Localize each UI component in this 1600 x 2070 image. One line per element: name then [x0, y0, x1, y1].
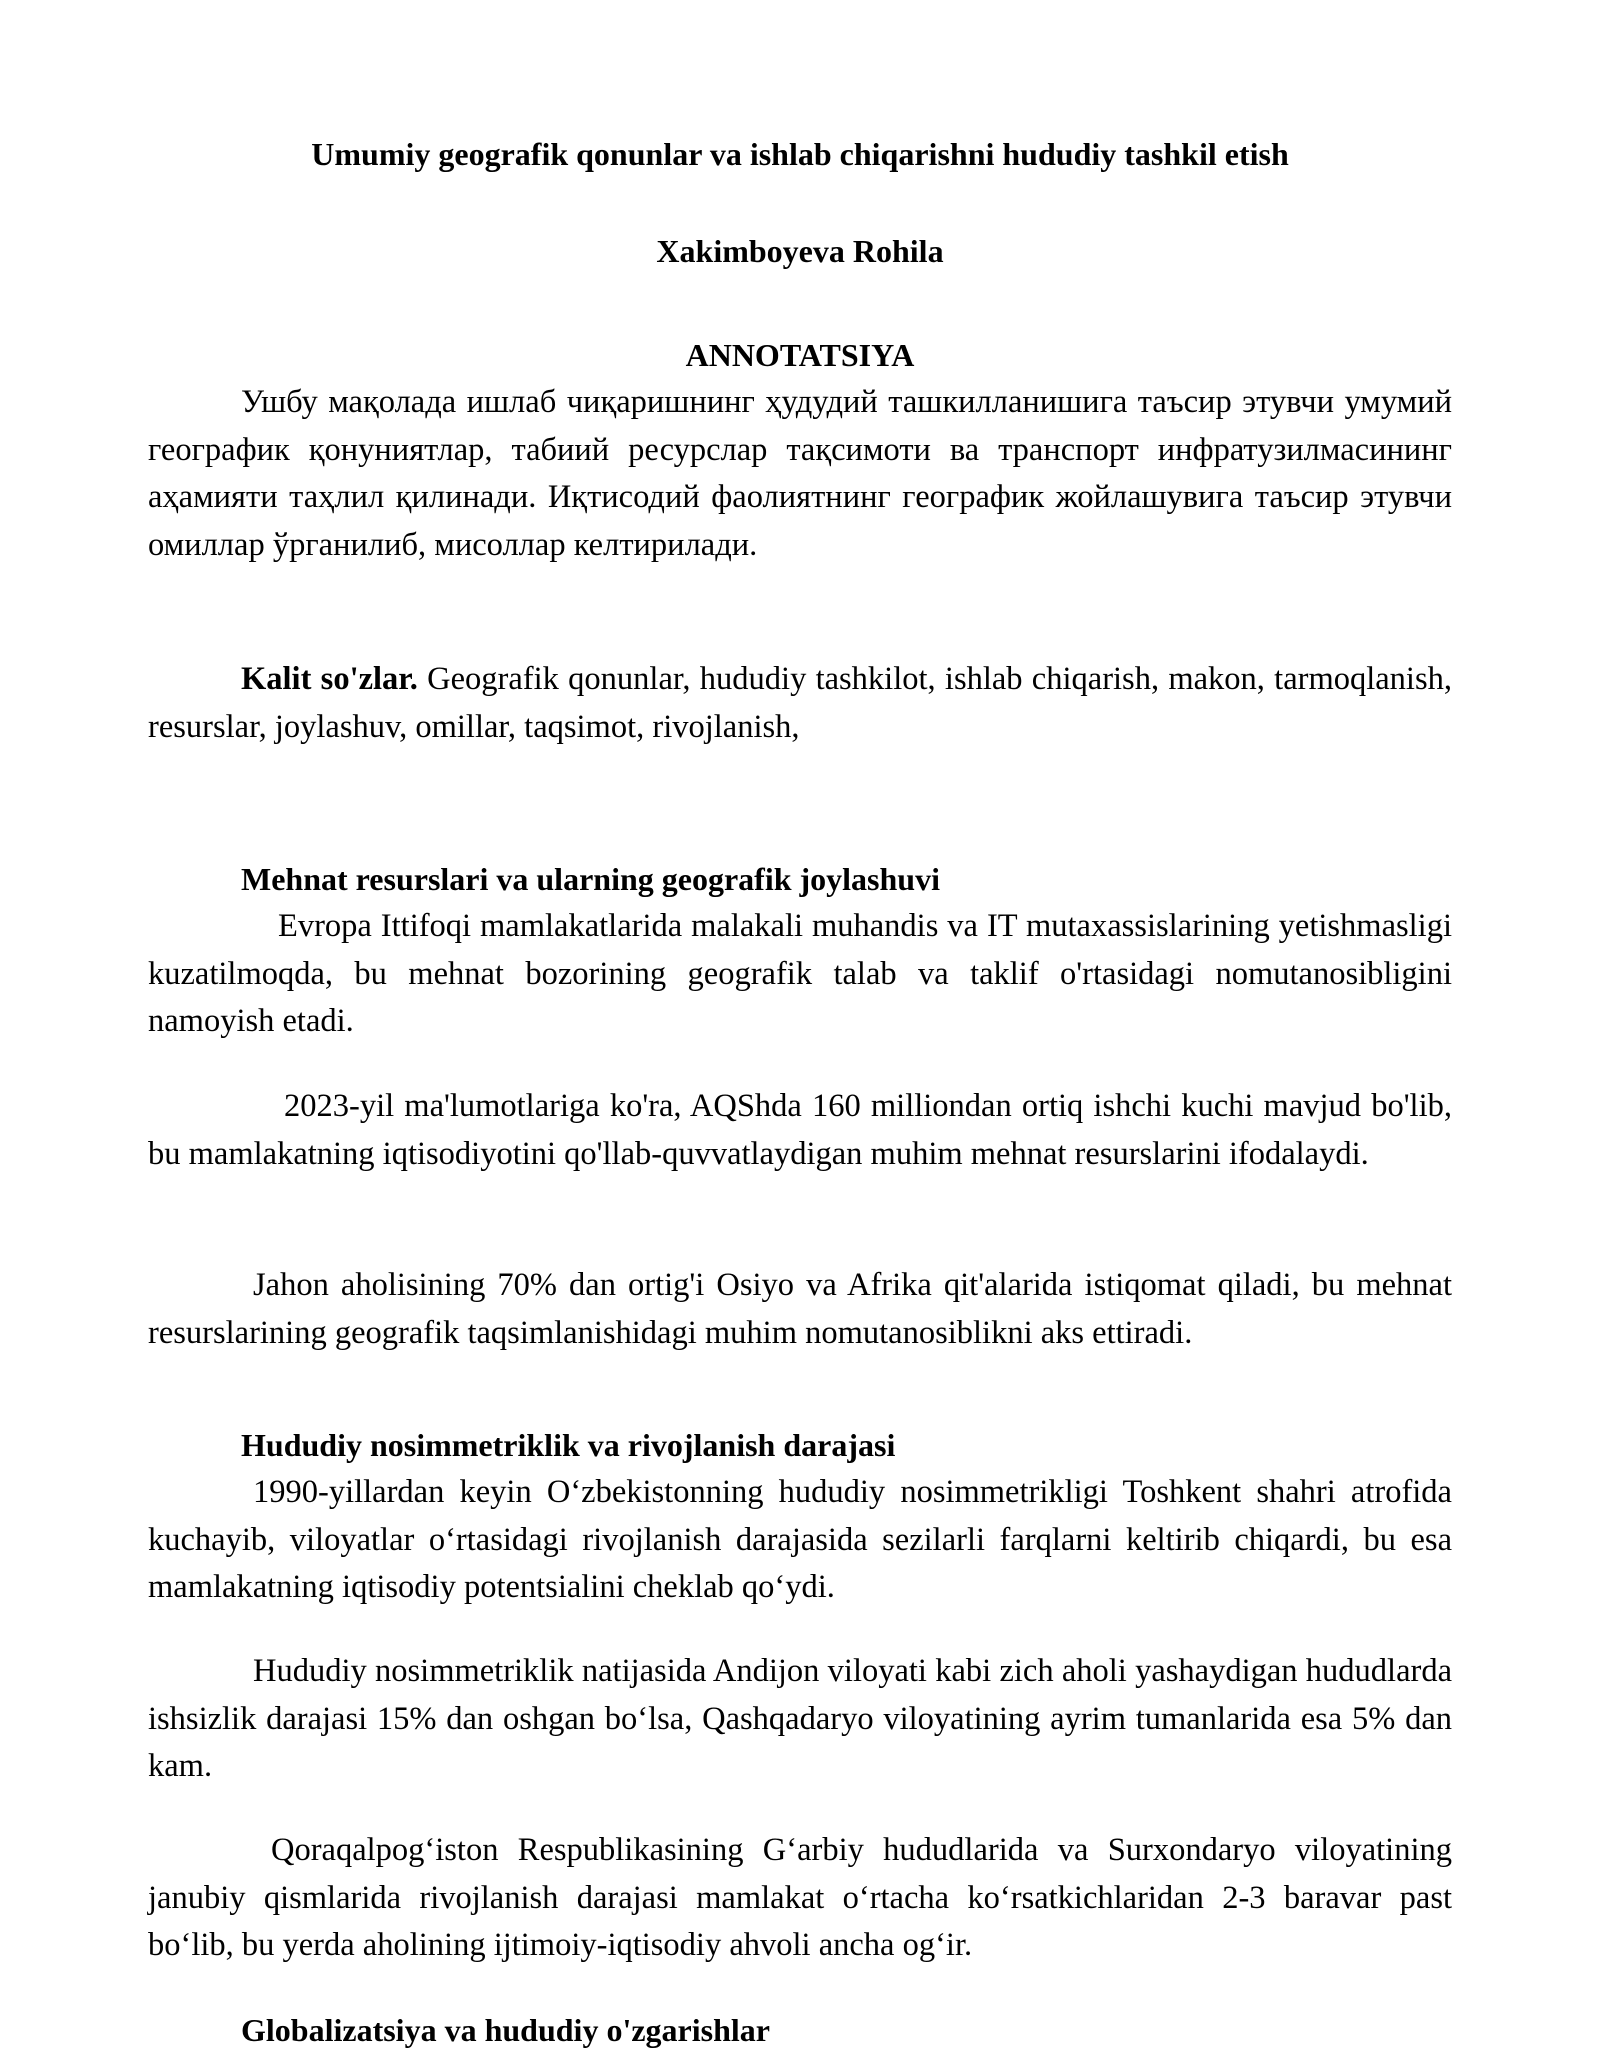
keywords-paragraph	[148, 656, 1452, 751]
paragraph-asymmetry-karakalpakstan: Qoraqalpog‘iston Respublikasining G‘arbiy hududlarida va Surxondaryo viloyatining janubiy qismlarida rivojlanish darajasi mamlakat o‘rtacha ko‘rsatkichlaridan 2-3 baravar past bo‘lib, bu yerda aholining ijtimoiy-iqtisodiy ahvoli ancha og‘ir.	[148, 1832, 1452, 1963]
annotation-text: Ушбу мақолада ишлаб чиқаришнинг ҳудудий ташкилланишига таъсир этувчи умумий географик қонуниятлар, табиий ресурслар тақсимоти ва транспорт инфратузилмасининг аҳамияти таҳлил қилинади. Иқтисодий фаолиятнинг географик жойлашувига таъсир этувчи омиллар ўрганилиб, мисоллар келтирилади.	[148, 384, 1452, 563]
paragraph-asymmetry-unemployment: Hududiy nosimmetriklik natijasida Andijon viloyati kabi zich aholi yashaydigan hududlarda ishsizlik darajasi 15% dan oshgan bo‘lsa, Qashqadaryo viloyatining ayrim tumanlarida esa 5% dan kam.	[148, 1653, 1452, 1784]
paragraph-labor-world: Jahon aholisining 70% dan ortig'i Osiyo va Afrika qit'alarida istiqomat qiladi, bu mehnat resurslarining geografik taqsimlanishidagi muhim nomutanosiblikni aks ettiradi.	[148, 1267, 1452, 1351]
keywords-label: Kalit so'zlar.	[241, 661, 418, 697]
section-heading-regional-asymmetry: Hududiy nosimmetriklik va rivojlanish darajasi	[241, 1427, 896, 1463]
section-heading-labor-resources: Mehnat resurslari va ularning geografik joylashuvi	[241, 861, 940, 897]
paragraph-asymmetry-uzbekistan: 1990-yillardan keyin O‘zbekistonning hududiy nosimmetrikligi Toshkent shahri atrofida kuchayib, viloyatlar o‘rtasidagi rivojlanish darajasida sezilarli farqlarni keltirib chiqardi, bu esa mamlakatning iqtisodiy potentsialini cheklab qo‘ydi.	[148, 1474, 1452, 1605]
section-heading-globalization: Globalizatsiya va hududiy o'zgarishlar	[241, 2012, 770, 2048]
document-title: Umumiy geografik qonunlar va ishlab chiqarishni hududiy tashkil etish	[311, 136, 1289, 172]
keywords-text: Geografik qonunlar, hududiy tashkilot, ishlab chiqarish, makon, tarmoqlanish, resurslar, joylashuv, omillar, taqsimot, rivojlanish,	[148, 661, 1452, 745]
annotation-heading: ANNOTATSIYA	[685, 337, 915, 373]
author-name: Xakimboyeva Rohila	[656, 233, 944, 269]
paragraph-labor-usa: 2023-yil ma'lumotlariga ko'ra, AQShda 160 milliondan ortiq ishchi kuchi mavjud bo'lib, bu mamlakatning iqtisodiyotini qo'llab-quvvatlaydigan muhim mehnat resurslarini ifodalaydi.	[148, 1088, 1452, 1172]
paragraph-labor-eu: Evropa Ittifoqi mamlakatlarida malakali muhandis va IT mutaxassislarining yetishmasligi kuzatilmoqda, bu mehnat bozorining geografik talab va taklif o'rtasidagi nomutanosibligini namoyish etadi.	[148, 908, 1452, 1039]
